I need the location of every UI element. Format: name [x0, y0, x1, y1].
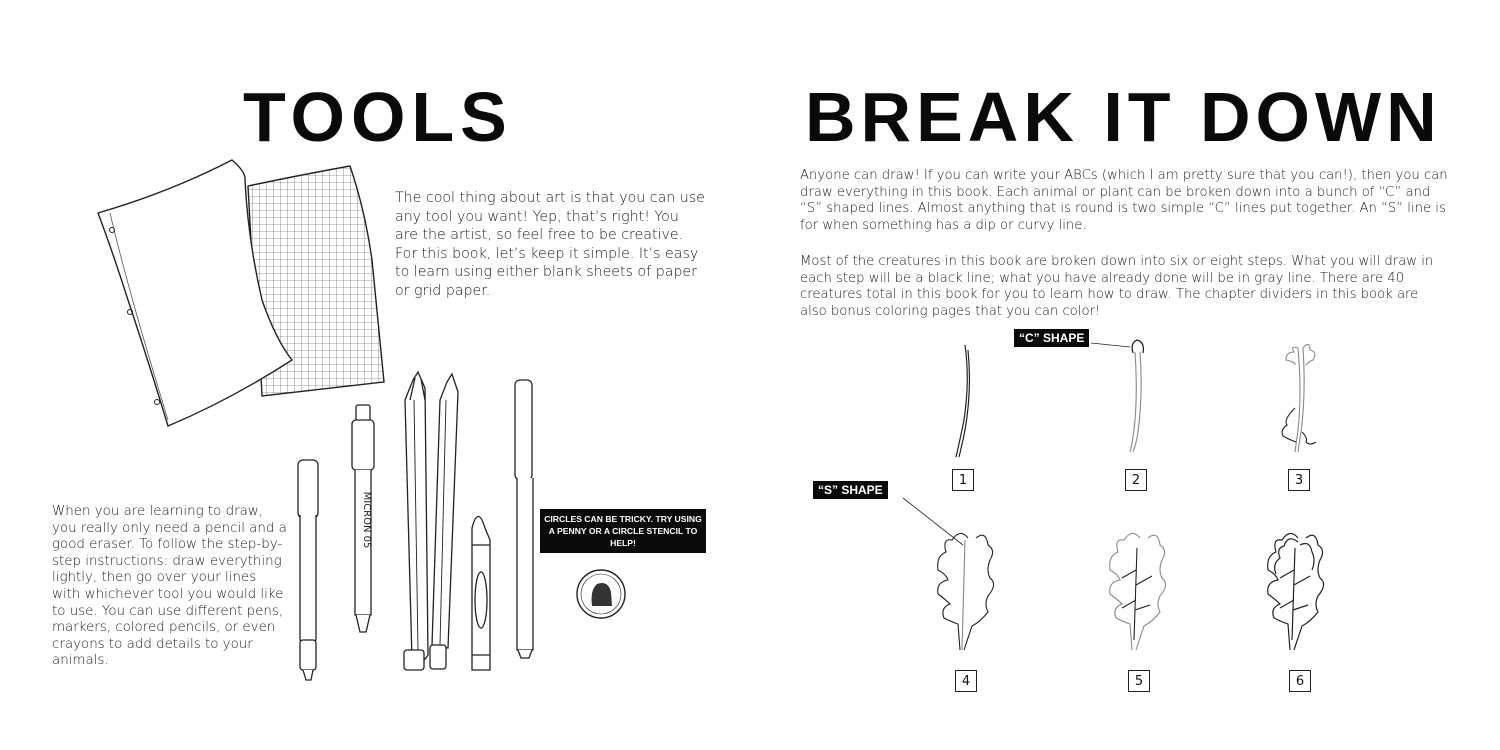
s-shape-label: “S” SHAPE [813, 481, 888, 499]
step-number-2: 2 [1125, 469, 1147, 491]
step-number-4: 4 [955, 670, 977, 692]
tools-title: TOOLS [243, 78, 513, 156]
leaf-step-6-drawing [1268, 533, 1324, 650]
step-number-5: 5 [1128, 670, 1150, 692]
tools-intro-text: The cool thing about art is that you can use any tool you want! Yep, that’s right! You are the artist, so feel free to be creative. For this book, let’s keep it simple. It’s easy to learn using either blank sheets of paper or grid paper. [395, 190, 705, 299]
pen-brand-text: MICRON 05 [361, 491, 372, 549]
step-number-6: 6 [1289, 670, 1311, 692]
tools-learning-text: When you are learning to draw, you really only need a pencil and a good eraser. To follow the step-by-step instructions: draw everything lightly, then go over your lines with whichever tool you would like to use. You can use different pens, markers, colored pencils, or even crayons to add details to your animals. [52, 504, 287, 669]
step-number-1: 1 [952, 469, 974, 491]
leaf-step-5-drawing [1110, 533, 1166, 650]
pencil-drawing-2 [430, 374, 458, 669]
crayon-drawing [472, 517, 490, 671]
leaf-steps-illustration [750, 0, 1500, 750]
c-shape-label: “C” SHAPE [1014, 329, 1089, 347]
right-page [750, 0, 1500, 750]
break-paragraph-1: Anyone can draw! If you can write your ABCs (which I am pretty sure that you can!), then you can draw everything in this book. Each animal or plant can be broken down into a bunch of “C” and “S” shaped lines. Almost anything that is round is two simple “C” lines put together. An “S” line is for when something has a dip or curvy line. [800, 168, 1448, 233]
micron-pen-drawing [352, 405, 374, 632]
leaf-step-1-drawing [956, 345, 969, 457]
marker-drawing [298, 460, 318, 680]
pencil-drawing [404, 372, 428, 670]
circle-tip-label: CIRCLES CAN BE TRICKY. TRY USING A PENNY OR A CIRCLE STENCIL TO HELP! [540, 509, 706, 553]
penny-drawing [577, 570, 625, 618]
leaf-step-2-drawing [1130, 340, 1143, 452]
step-number-3: 3 [1288, 469, 1310, 491]
break-it-down-title: BREAK IT DOWN [805, 78, 1442, 156]
marker-drawing-2 [515, 380, 533, 658]
leaf-step-3-drawing [1282, 344, 1316, 452]
break-paragraph-2: Most of the creatures in this book are broken down into six or eight steps. What you will draw in each step will be a black line; what you have already done will be in gray line. There are 40 creatures total in this book for you to learn how to draw. The chapter dividers in this book are also bonus coloring pages that you can color! [800, 254, 1434, 319]
leaf-step-4-drawing [938, 533, 994, 650]
